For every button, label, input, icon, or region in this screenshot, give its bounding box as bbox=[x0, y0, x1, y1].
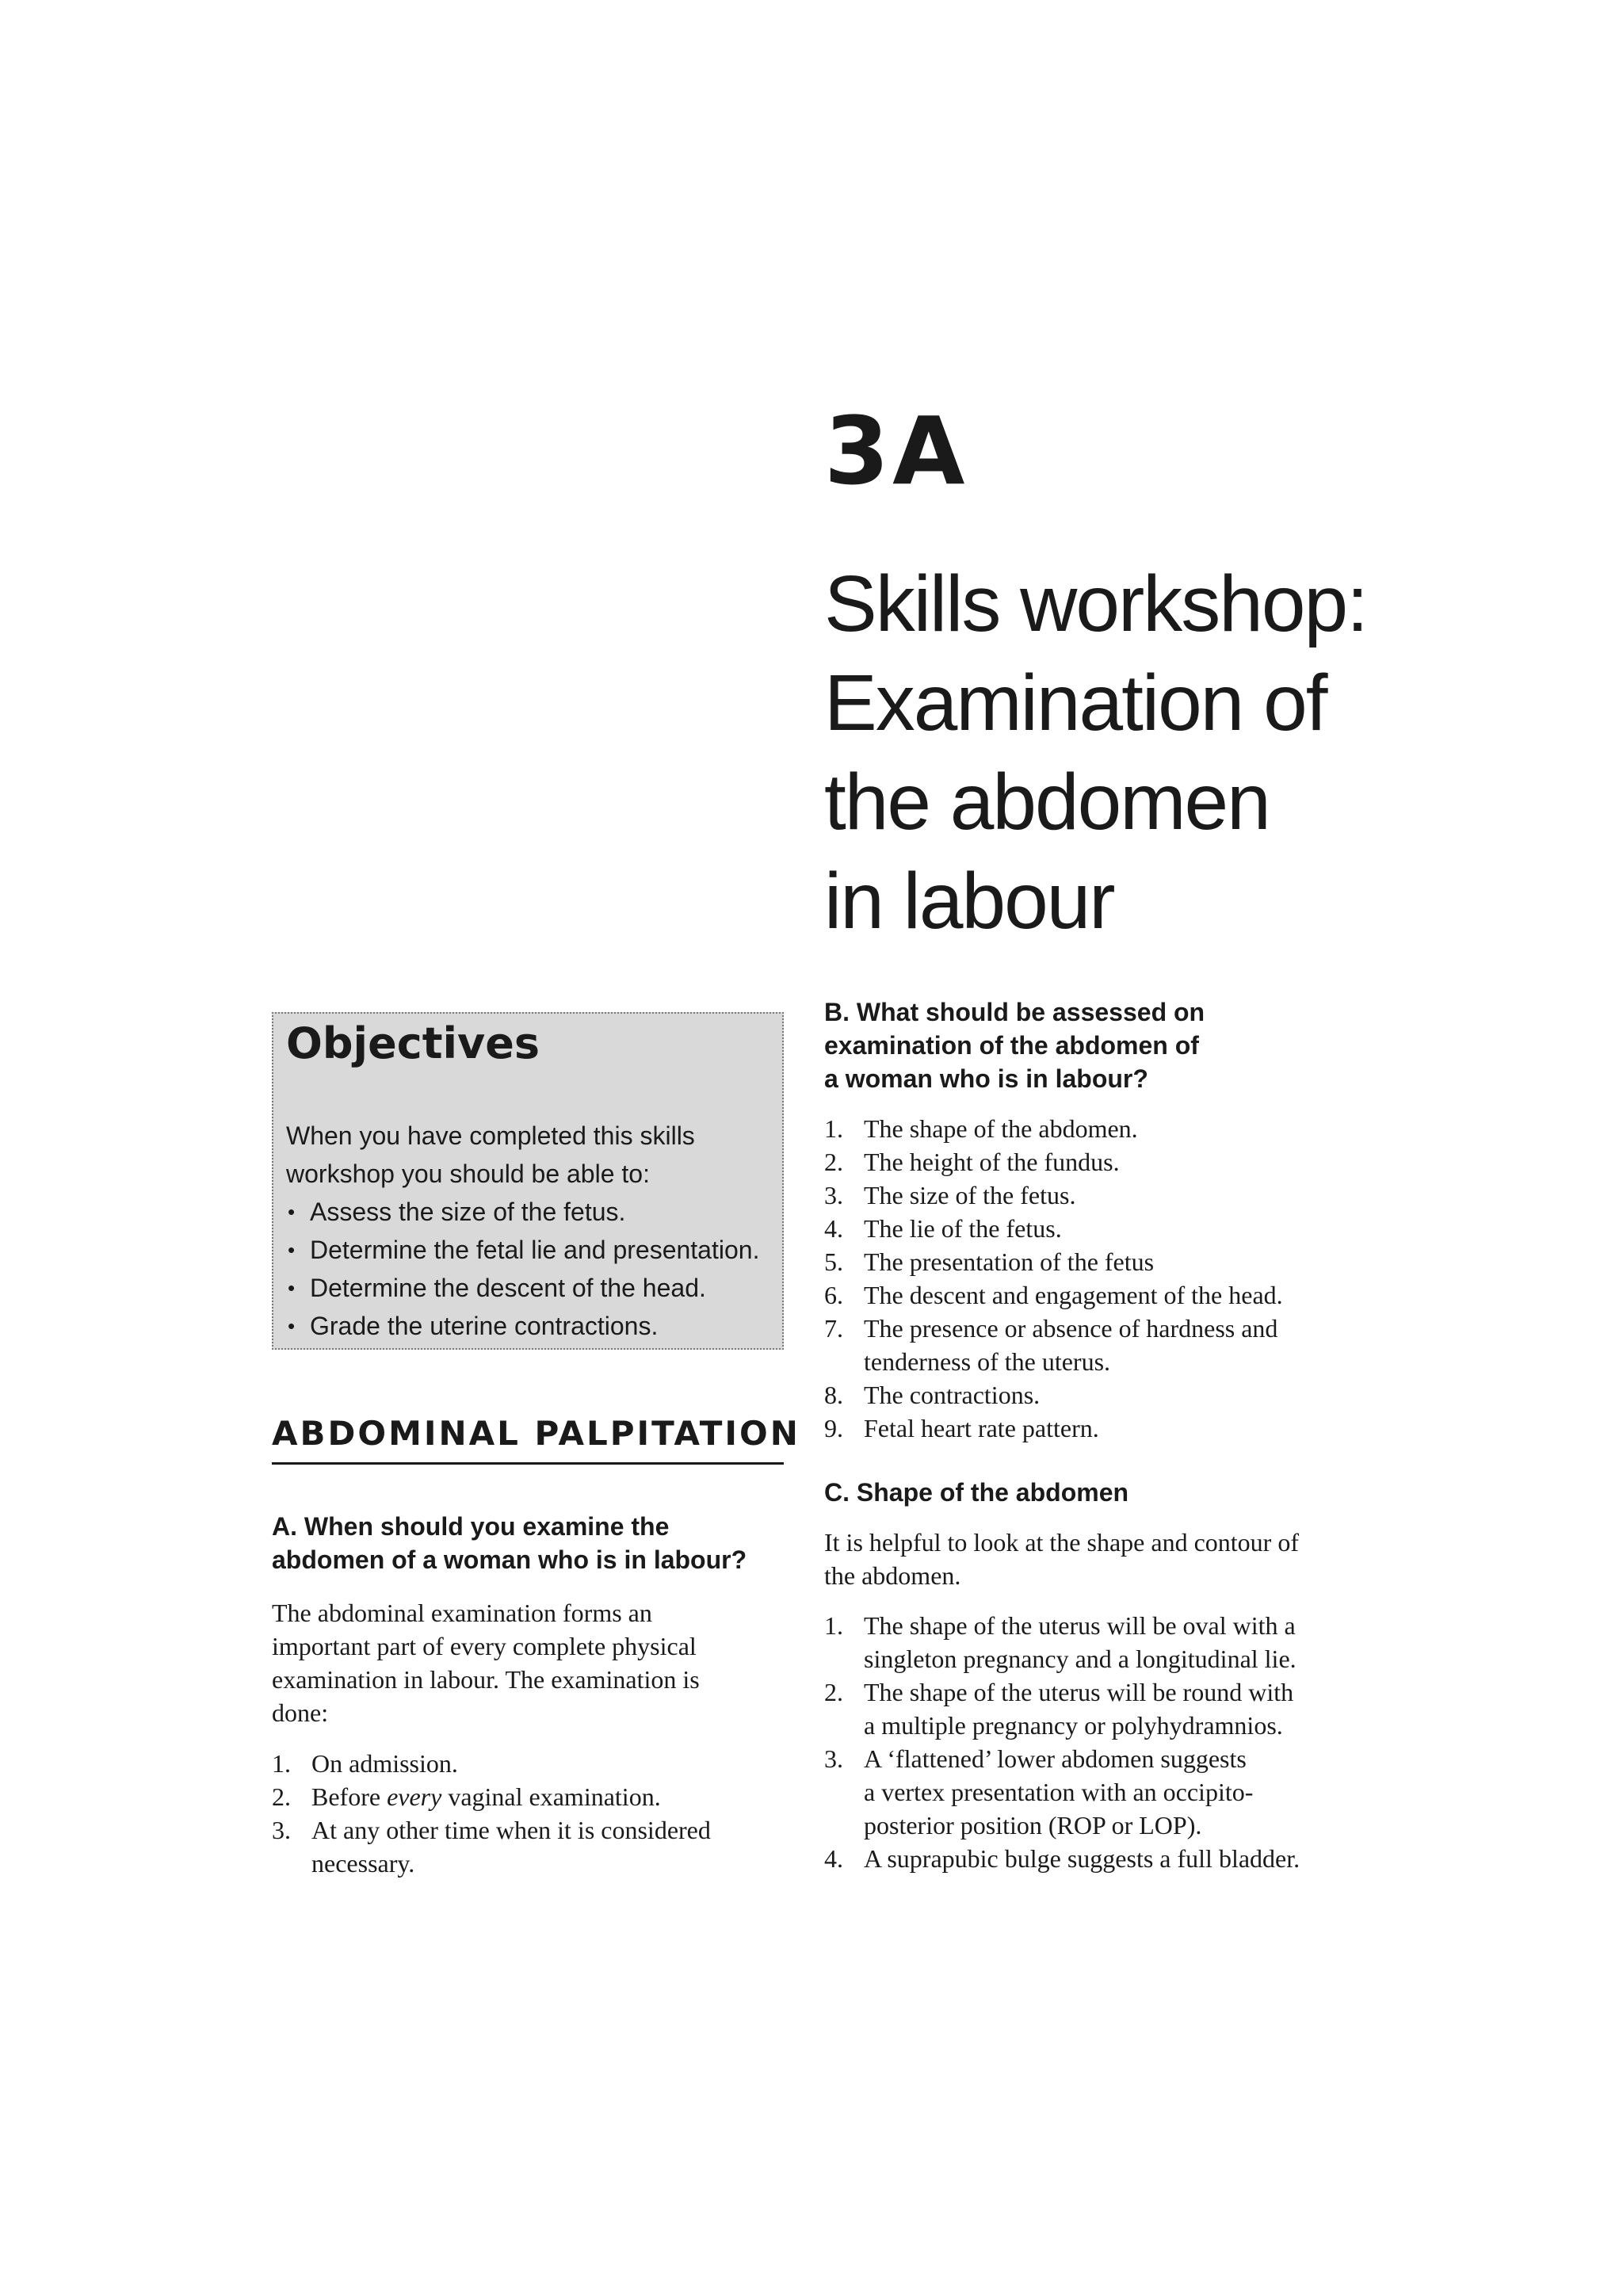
list-text: The lie of the fetus. bbox=[864, 1214, 1062, 1243]
list-number: 1. bbox=[824, 1611, 843, 1640]
paragraph-line: The abdominal examination forms an bbox=[272, 1599, 652, 1627]
chapter-title-line: the abdomen bbox=[824, 758, 1270, 846]
chapter-title-line: Skills workshop: bbox=[824, 560, 1367, 648]
objectives-intro-line: When you have completed this skills bbox=[286, 1121, 695, 1150]
list-item bbox=[824, 1112, 1379, 1145]
list-text: The shape of the uterus will be oval with a bbox=[864, 1611, 1296, 1640]
list-text: At any other time when it is considered bbox=[311, 1816, 711, 1844]
list-number: 3. bbox=[824, 1744, 843, 1773]
list-text: The size of the fetus. bbox=[864, 1181, 1076, 1209]
list-text: singleton pregnancy and a longitudinal lie. bbox=[864, 1645, 1296, 1673]
list-text: posterior position (ROP or LOP). bbox=[864, 1811, 1202, 1839]
list-item bbox=[272, 1780, 784, 1813]
list-text: The shape of the uterus will be round with bbox=[864, 1678, 1294, 1706]
objective-item: • Determine the fetal lie and presentation. bbox=[286, 1231, 759, 1269]
chapter-title bbox=[824, 555, 1379, 951]
list-number: 4. bbox=[824, 1844, 843, 1873]
objectives-list bbox=[286, 1193, 759, 1345]
list-number: 5. bbox=[824, 1247, 843, 1276]
list-text: necessary. bbox=[311, 1849, 415, 1878]
list-number: 3. bbox=[824, 1181, 843, 1209]
section-c-list bbox=[824, 1609, 1379, 1875]
paragraph-line: It is helpful to look at the shape and contour of bbox=[824, 1528, 1299, 1557]
section-b-heading-line: a woman who is in labour? bbox=[824, 1064, 1148, 1093]
paragraph-line: done: bbox=[272, 1698, 329, 1727]
list-item bbox=[824, 1742, 1379, 1842]
paragraph-line: the abdomen. bbox=[824, 1561, 961, 1590]
chapter-title-line: in labour bbox=[824, 857, 1114, 946]
objective-item: • Determine the descent of the head. bbox=[286, 1269, 759, 1307]
list-text: The height of the fundus. bbox=[864, 1148, 1120, 1176]
objective-item: • Grade the uterine contractions. bbox=[286, 1307, 759, 1345]
list-number: 8. bbox=[824, 1381, 843, 1409]
list-text: A ‘flattened’ lower abdomen suggests bbox=[864, 1744, 1247, 1773]
section-b-heading-line: B. What should be assessed on bbox=[824, 998, 1205, 1026]
objectives-intro bbox=[286, 1117, 762, 1193]
list-text: tenderness of the uterus. bbox=[864, 1347, 1111, 1376]
paragraph-line: examination in labour. The examination is bbox=[272, 1665, 700, 1694]
section-c-heading-line: C. Shape of the abdomen bbox=[824, 1478, 1129, 1507]
list-text: a multiple pregnancy or polyhydramnios. bbox=[864, 1711, 1283, 1740]
list-item bbox=[824, 1179, 1379, 1212]
section-heading: ABDOMINAL PALPITATION bbox=[272, 1412, 784, 1465]
chapter-title-line: Examination of bbox=[824, 659, 1327, 747]
list-number: 9. bbox=[824, 1414, 843, 1442]
objective-item: • Assess the size of the fetus. bbox=[286, 1193, 759, 1231]
list-item bbox=[824, 1412, 1379, 1445]
section-b-list bbox=[824, 1112, 1379, 1445]
list-item bbox=[272, 1747, 784, 1780]
list-number: 7. bbox=[824, 1314, 843, 1343]
list-text: The presentation of the fetus bbox=[864, 1247, 1155, 1276]
list-text: The shape of the abdomen. bbox=[864, 1114, 1138, 1143]
chapter-number: 3A bbox=[824, 396, 968, 506]
list-text-emphasis: every bbox=[387, 1782, 442, 1811]
list-item bbox=[824, 1842, 1379, 1875]
objectives-box bbox=[272, 1012, 784, 1350]
section-a-heading-line: A. When should you examine the bbox=[272, 1512, 670, 1541]
objectives-heading: Objectives bbox=[286, 1018, 540, 1068]
section-a-paragraph bbox=[272, 1596, 784, 1729]
list-text: Fetal heart rate pattern. bbox=[864, 1414, 1099, 1442]
list-text-before: Before bbox=[311, 1782, 388, 1811]
list-item bbox=[824, 1609, 1379, 1675]
list-text: A suprapubic bulge suggests a full bladder. bbox=[864, 1844, 1300, 1873]
list-text: The presence or absence of hardness and bbox=[864, 1314, 1278, 1343]
list-number: 2. bbox=[824, 1148, 843, 1176]
objectives-intro-line: workshop you should be able to: bbox=[286, 1159, 650, 1188]
list-item bbox=[824, 1675, 1379, 1742]
list-item bbox=[824, 1212, 1379, 1245]
list-item bbox=[824, 1145, 1379, 1179]
list-text: On admission. bbox=[311, 1749, 458, 1778]
list-text: The descent and engagement of the head. bbox=[864, 1281, 1283, 1309]
list-number: 1. bbox=[824, 1114, 843, 1143]
section-b-heading-line: examination of the abdomen of bbox=[824, 1031, 1199, 1060]
section-c-heading bbox=[824, 1476, 1379, 1509]
list-text-after: vaginal examination. bbox=[441, 1782, 661, 1811]
section-b-heading bbox=[824, 995, 1379, 1095]
list-number: 2. bbox=[272, 1782, 291, 1811]
list-item bbox=[824, 1278, 1379, 1312]
list-number: 3. bbox=[272, 1816, 291, 1844]
list-number: 2. bbox=[824, 1678, 843, 1706]
list-item bbox=[824, 1245, 1379, 1278]
list-number: 6. bbox=[824, 1281, 843, 1309]
list-item bbox=[824, 1312, 1379, 1378]
list-item bbox=[272, 1813, 784, 1880]
list-number: 1. bbox=[272, 1749, 291, 1778]
section-c-paragraph bbox=[824, 1526, 1379, 1592]
list-text bbox=[311, 1780, 784, 1813]
list-text: The contractions. bbox=[864, 1381, 1041, 1409]
section-a-list bbox=[272, 1747, 784, 1880]
list-number: 4. bbox=[824, 1214, 843, 1243]
list-item bbox=[824, 1378, 1379, 1412]
paragraph-line: important part of every complete physical bbox=[272, 1632, 697, 1660]
section-a-heading bbox=[272, 1510, 784, 1576]
list-text: a vertex presentation with an occipito- bbox=[864, 1778, 1254, 1806]
section-a-heading-line: abdomen of a woman who is in labour? bbox=[272, 1545, 747, 1574]
